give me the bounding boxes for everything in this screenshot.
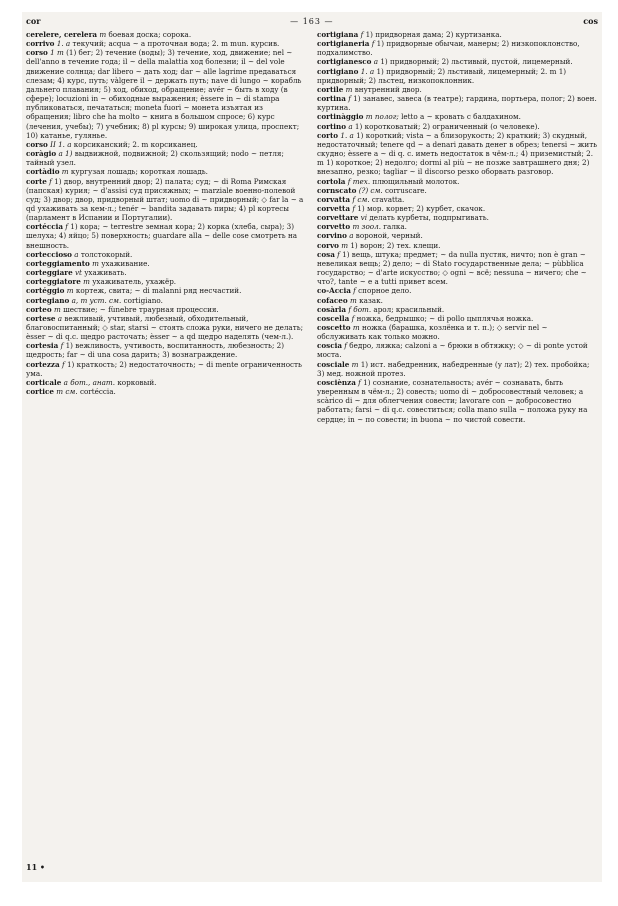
entry-headword: cortice: [26, 387, 54, 397]
entry-headword: corvetto: [317, 222, 351, 232]
entry-definition: бедро, ляжка; calzoni a ~ брюки в обтяжку; ◇ ~ di ponte устой моста.: [317, 341, 588, 360]
entry-definition: казак.: [359, 295, 383, 305]
entry-definition: 1) придворный; 2) льстивый, лицемерный; 2. m 1) придворный; 2) льстец, низкопоклонник.: [317, 66, 567, 85]
entry-grammar: f: [344, 341, 347, 351]
dictionary-entry: [317, 286, 598, 295]
entry-definition: ухаживатель, ухажёр.: [92, 277, 177, 287]
entry-headword: corticale: [26, 377, 62, 387]
entry-headword: cosàrla: [317, 304, 347, 314]
entry-grammar: 1 m: [50, 48, 64, 58]
signature-mark: 11 •: [26, 862, 46, 872]
entry-headword: corso: [26, 48, 48, 58]
entry-definition: спорное дело.: [358, 286, 412, 296]
entry-definition: cortéccia.: [79, 387, 116, 397]
dictionary-entry: [26, 286, 307, 295]
entry-definition: вороной, черный.: [355, 231, 423, 241]
dictionary-entry: [26, 177, 307, 223]
entry-grammar: f: [353, 286, 356, 296]
entry-grammar: m: [92, 258, 99, 268]
entry-grammar: f: [337, 249, 340, 259]
dictionary-entry: [317, 177, 598, 186]
dictionary-entry: [317, 341, 598, 359]
entry-headword: cortigiano: [317, 66, 359, 76]
entry-grammar: f: [61, 359, 65, 369]
entry-grammar: m зоол.: [352, 222, 381, 232]
dictionary-entry: [317, 57, 598, 66]
entry-headword: cortéggio: [26, 286, 65, 296]
entry-definition: боевая доска; сорока.: [108, 30, 192, 39]
entry-grammar: m полог;: [365, 112, 399, 122]
entry-grammar: f тех.: [347, 176, 371, 186]
dictionary-entry: [26, 341, 307, 359]
entry-headword: cosciènza: [317, 377, 356, 387]
entry-grammar: m: [352, 323, 360, 332]
dictionary-entry: [317, 67, 598, 85]
entry-definition: кортеж, свита; ~ di malanni ряд несчастий.: [75, 286, 242, 296]
entry-definition: 1) сознание, сознательность; avér ~ сознавать, быть уверенным в чём-л.; 2) совесть; uomo di ~ добросовестный человек; a scàrico di ~ для облегчения совести; lavorare con ~ добросовестно работать; farsi ~ di q.c. совеститься; colla mano sulla ~ положа руку на сердце; in ~ по совести; in buona ~ по чистой совести.: [317, 377, 588, 424]
entry-grammar: m: [351, 359, 359, 369]
entry-grammar: m: [341, 240, 349, 250]
entry-definition: 1) придворная дама; 2) куртизанка.: [365, 30, 502, 39]
dictionary-entry: [317, 122, 598, 131]
dictionary-entry: [317, 305, 598, 314]
entry-grammar: m: [61, 167, 69, 177]
entry-definition: галка.: [383, 222, 407, 232]
entry-definition: ножка, бедрышко; ~ di pollo цыплячья ножка.: [356, 313, 534, 323]
dictionary-entry: [317, 195, 598, 204]
entry-grammar: f: [60, 341, 64, 351]
entry-definition: толстокорый.: [80, 249, 133, 259]
columns: [22, 28, 602, 424]
dictionary-entry: [317, 250, 598, 287]
dictionary-entry: [317, 323, 598, 341]
entry-headword: cofaceo: [317, 295, 348, 305]
dictionary-entry: [26, 39, 307, 48]
entry-headword: corrivo: [26, 39, 55, 49]
entry-headword: cerelere, cerelera: [26, 30, 98, 39]
entry-grammar: a 1): [58, 149, 73, 159]
entry-headword: corteggiamento: [26, 258, 90, 268]
entry-headword: cortesia: [26, 341, 59, 351]
dictionary-entry: [26, 277, 307, 286]
entry-grammar: 1. a: [56, 39, 71, 49]
entry-headword: cortigiana: [317, 30, 359, 39]
entry-grammar: a бот., анат.: [63, 377, 116, 387]
entry-headword: coscia: [317, 341, 342, 351]
entry-grammar: 1. a: [360, 66, 375, 76]
entry-headword: cosa: [317, 249, 335, 259]
page-number: — 163 —: [290, 17, 334, 26]
dictionary-entry: [317, 85, 598, 94]
entry-headword: corte: [26, 176, 47, 186]
entry-headword: cortezza: [26, 359, 60, 369]
dictionary-entry: [317, 94, 598, 112]
dictionary-entry: [317, 241, 598, 250]
entry-grammar: a: [57, 313, 63, 323]
entry-headword: cortola: [317, 176, 346, 186]
dictionary-entry: [26, 378, 307, 387]
entry-grammar: vt: [74, 268, 82, 278]
dictionary-page: [22, 12, 602, 882]
entry-grammar: 1. a: [340, 130, 354, 140]
dictionary-entry: [26, 250, 307, 259]
entry-grammar: f см.: [352, 194, 370, 204]
entry-headword: cortino: [317, 121, 347, 131]
dictionary-entry: [317, 360, 598, 378]
dictionary-entry: [317, 314, 598, 323]
entry-headword: corvo: [317, 240, 339, 250]
entry-definition: 1) занавес, завеса (в театре); гардина, портьера, полог; 2) воен. куртина.: [317, 94, 597, 113]
entry-definition: выдвижной, подвижной; 2) скользящий; nodo ~ петля; тайный узел.: [26, 149, 284, 168]
dictionary-entry: [317, 204, 598, 213]
entry-headword: co-Accia: [317, 286, 351, 296]
entry-definition: cravatta.: [371, 194, 405, 204]
entry-definition: corruscare.: [385, 185, 427, 195]
entry-definition: внутренний двор.: [354, 84, 422, 94]
entry-headword: cortese: [26, 313, 56, 323]
dictionary-entry: [317, 296, 598, 305]
entry-headword: corvino: [317, 231, 347, 241]
dictionary-entry: [26, 360, 307, 378]
entry-headword: cortàdio: [26, 167, 60, 177]
entry-grammar: m: [66, 286, 74, 296]
entry-headword: cortegiano: [26, 295, 70, 305]
dictionary-entry: [317, 378, 598, 424]
entry-definition: вежливый, учтивый, любезный, обходительный, благовоспитанный; ◇ star, starsi ~ стоять сложа руки, ничего не делать; èsser ~ di q.c. щедро расточать; èsser ~ a qd щедро наделять (чем-л.).: [26, 313, 304, 342]
dictionary-entry: [26, 167, 307, 176]
entry-grammar: a: [349, 231, 354, 241]
entry-grammar: f: [360, 30, 364, 39]
entry-definition: 1) ворон; 2) тех. клещи.: [350, 240, 441, 250]
entry-grammar: f: [49, 176, 52, 186]
entry-headword: corvettare: [317, 213, 359, 223]
running-header: [22, 12, 602, 28]
entry-headword: corteccioso: [26, 249, 72, 259]
entry-headword: corvetta: [317, 203, 351, 213]
entry-definition: 1) вежливость, учтивость, воспитанность, любезность; 2) щедрость; far ~ di una cosa дарить; 3) вознаграждение.: [26, 341, 285, 360]
entry-grammar: f: [371, 39, 375, 49]
entry-headword: coscella: [317, 313, 350, 323]
entry-definition: плющильный молоток.: [372, 176, 460, 186]
entry-grammar: f: [358, 377, 361, 387]
right-column: [317, 30, 598, 424]
entry-definition: cortigiano.: [123, 295, 163, 305]
dictionary-entry: [26, 314, 307, 341]
entry-grammar: f: [348, 94, 351, 104]
entry-headword: cornscato: [317, 185, 357, 195]
entry-headword: coràgio: [26, 149, 57, 159]
dictionary-entry: [26, 140, 307, 149]
dictionary-entry: [317, 222, 598, 231]
entry-headword: cortile: [317, 84, 344, 94]
entry-grammar: f: [352, 203, 355, 213]
entry-grammar: m: [345, 84, 353, 94]
entry-headword: corteo: [26, 304, 52, 314]
entry-definition: 1) кора; ~ terrestre земная кора; 2) корка (хлеба, сыра); 3) шелуха; 4) яйцо; 5) поверхность; guardare alla ~ delle cose смотреть на внешность.: [26, 222, 298, 250]
entry-headword: cortinàggio: [317, 112, 364, 122]
dictionary-entry: [26, 222, 307, 249]
entry-grammar: vi: [360, 213, 368, 223]
entry-headword: corteggiatore: [26, 277, 81, 287]
entry-grammar: II 1. a: [50, 139, 72, 149]
entry-headword: corteggiare: [26, 268, 73, 278]
entry-headword: cortéccia: [26, 222, 63, 232]
entry-definition: 1) ист. набедренник, набедренные (у лат); 2) тех. пробойка; 3) мед. ножной протез.: [317, 359, 590, 378]
entry-headword: coscetto: [317, 323, 351, 332]
dictionary-entry: [26, 48, 307, 140]
entry-headword: corto: [317, 130, 339, 140]
entry-definition: шествие; ~ fùnebre траурная процессия.: [63, 304, 219, 314]
entry-headword: cortina: [317, 94, 346, 104]
entry-definition: 1) двор, внутренний двор; 2) палата; суд; ~ di Roma Римская (папская) курия; ~ d'assisi суд присяжных; ~ marziale военно-полевой суд; 3) двор; двор, придворный штат; uomo di ~ придворный; ◇ far la ~ a qd ухаживать за кем-л.; tenér ~ bandita задавать пиры; 4) pl кортесы (парламент в Испании и Португалии).: [26, 176, 304, 223]
entry-definition: корсиканский; 2. m корсиканец.: [73, 139, 198, 149]
entry-definition: 1) краткость; 2) недостаточность; ~ di mente ограниченность ума.: [26, 359, 302, 378]
entry-definition: 1) короткий; vista ~ a близорукость; 2) краткий; 3) скудный, недостаточный; tenere qd ~ a denari давать денег в обрез; tenersi ~ жить скудно; èssere a ~ di q. c. иметь недостаток в чём-л.; 4) приземистый; 2. m 1) короткое; 2) недолго; dormi al più ~ не позже завтрашнего дня; 2) внезапно, резко; tagliar ~ il discorso резко оборвать разговор.: [317, 130, 598, 177]
entry-grammar: m: [349, 295, 357, 305]
entry-definition: текучий; acqua ~ a проточная вода; 2. m mun. курсив.: [72, 39, 280, 49]
entry-headword: cortigianeria: [317, 39, 370, 49]
entry-grammar: a: [373, 57, 379, 67]
entry-grammar: f бот.: [348, 304, 372, 314]
dictionary-entry: [26, 305, 307, 314]
entry-definition: ухаживать.: [84, 268, 127, 278]
entry-definition: арол; красильный.: [373, 304, 445, 314]
dictionary-entry: [26, 30, 307, 39]
entry-grammar: f: [65, 222, 68, 232]
entry-headword: corvatta: [317, 194, 351, 204]
left-column: [26, 30, 307, 424]
entry-headword: corso: [26, 139, 48, 149]
entry-grammar: f: [351, 313, 355, 323]
entry-definition: корковый.: [117, 377, 157, 387]
entry-definition: 1) придворный; 2) льстивый, пустой, лицемерный.: [380, 57, 573, 67]
dictionary-entry: [26, 149, 307, 167]
dictionary-entry: [317, 213, 598, 222]
header-right-guideword: cos: [583, 16, 598, 26]
entry-grammar: (?) см.: [358, 185, 383, 195]
entry-grammar: m: [53, 304, 61, 314]
entry-definition: ухаживание.: [101, 258, 150, 268]
dictionary-entry: [317, 39, 598, 57]
dictionary-entry: [26, 387, 307, 396]
entry-definition: (1) бег; 2) течение (воды); 3) течение, ход, движение; nel ~ dell'anno в течение года; il ~ della malattia ход болезни; il ~ del vole движение солнца; dar libero ~ дать ход; dar ~ alle lagrime предаваться слезам; 4) курс, путь; vàlgere il ~ держать путь; nave di lungo ~ корабль дальнего плавания; 5) ход, обиход, обращение; avér ~ быть в ходу (в сфере); locuzioni in ~ обиходные выражения; èssere in ~ di stampa публиковаться, печататься; moneta fuori ~ монета изъятая из обращения; libro che ha molto ~ книга в большом спросе; 6) курс (лечения, учебы); 7) учебник; 8) pl курсы; 9) широкая улица, проспект; 10) катанье, гулянье.: [26, 48, 302, 140]
entry-grammar: a, m ycm. см.: [71, 295, 122, 305]
entry-definition: letto a ~ кровать с балдахином.: [401, 112, 521, 122]
dictionary-entry: [317, 131, 598, 177]
dictionary-entry: [26, 259, 307, 268]
dictionary-entry: [317, 231, 598, 240]
dictionary-entry: [26, 268, 307, 277]
entry-definition: ножка (барашка, козлёнка и т. п.); ◇ servir nel ~ обслуживать как только можно.: [317, 323, 548, 342]
header-left-guideword: cor: [26, 16, 41, 26]
entry-definition: 1) вещь, штука; предмет; ~ da nulla пустяк, ничто; non è gran ~ невеликая вещь; 2) дело; ~ di Stato государственные дела; ~ pùbblica государство; ~ d'arte искусство; ◇ ogni ~ всё; nessuna ~ ничего; che ~ что?, tante ~ e a tutti привет всем.: [317, 249, 587, 287]
dictionary-entry: [26, 296, 307, 305]
entry-headword: cortigianesco: [317, 57, 372, 67]
entry-grammar: m см.: [56, 387, 78, 397]
entry-grammar: m: [99, 30, 107, 39]
entry-definition: кургузая лошадь; короткая лошадь.: [70, 167, 208, 177]
entry-definition: делать курбеты, подпрыгивать.: [369, 213, 489, 223]
entry-definition: 1) мор. корвет; 2) курбет, скачок.: [357, 203, 486, 213]
entry-definition: 1) придворные обычаи, манеры; 2) низкопоклонство, подхалимство.: [317, 39, 580, 58]
entry-grammar: m: [83, 277, 90, 287]
entry-grammar: a: [348, 121, 353, 131]
entry-headword: cosciale: [317, 359, 350, 369]
dictionary-entry: [317, 186, 598, 195]
entry-definition: 1) коротковатый; 2) ограниченный (о человеке).: [354, 121, 540, 131]
dictionary-entry: [317, 112, 598, 121]
dictionary-entry: [317, 30, 598, 39]
entry-grammar: a: [74, 249, 79, 259]
